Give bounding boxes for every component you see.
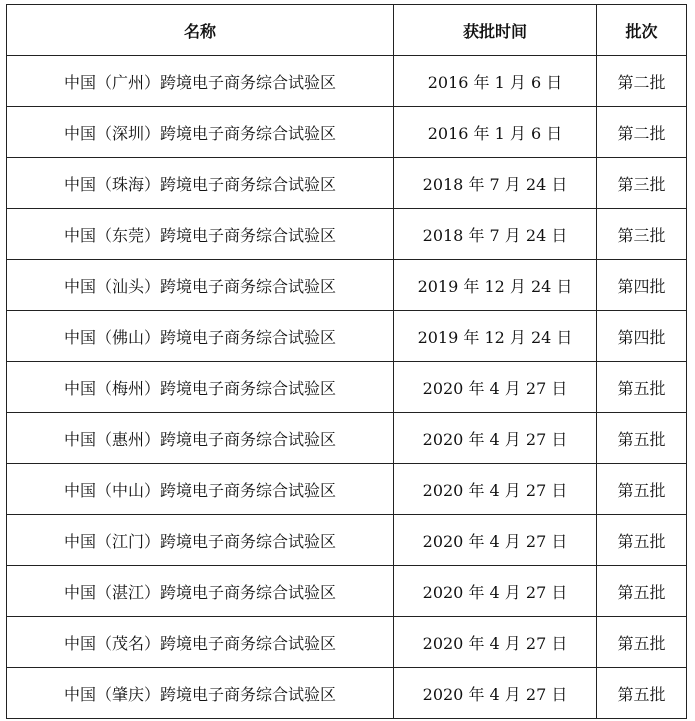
- table-row: [7, 158, 687, 209]
- table-row: [7, 566, 687, 617]
- table-row: [7, 107, 687, 158]
- approval-date-cell: 2020 年 4 月 27 日: [394, 362, 597, 413]
- zone-name-cell: 中国（珠海）跨境电子商务综合试验区: [7, 158, 394, 209]
- table-row: [7, 617, 687, 668]
- approval-date-cell: 2020 年 4 月 27 日: [394, 464, 597, 515]
- table-row: [7, 362, 687, 413]
- approval-date-cell: 2019 年 12 月 24 日: [394, 260, 597, 311]
- zone-name-cell: 中国（江门）跨境电子商务综合试验区: [7, 515, 394, 566]
- zone-name-cell: 中国（深圳）跨境电子商务综合试验区: [7, 107, 394, 158]
- zone-name-cell: 中国（中山）跨境电子商务综合试验区: [7, 464, 394, 515]
- zone-name-cell: 中国（湛江）跨境电子商务综合试验区: [7, 566, 394, 617]
- table-row: [7, 413, 687, 464]
- batch-cell: 第五批: [597, 515, 687, 566]
- table-header-row: [7, 5, 687, 56]
- zone-name-cell: 中国（梅州）跨境电子商务综合试验区: [7, 362, 394, 413]
- approval-date-cell: 2020 年 4 月 27 日: [394, 617, 597, 668]
- table-row: [7, 515, 687, 566]
- batch-cell: 第五批: [597, 413, 687, 464]
- batch-cell: 第二批: [597, 107, 687, 158]
- batch-cell: 第四批: [597, 311, 687, 362]
- zone-name-cell: 中国（东莞）跨境电子商务综合试验区: [7, 209, 394, 260]
- approval-date-cell: 2020 年 4 月 27 日: [394, 515, 597, 566]
- header-batch: 批次: [597, 5, 687, 56]
- approval-date-cell: 2020 年 4 月 27 日: [394, 566, 597, 617]
- approval-date-cell: 2018 年 7 月 24 日: [394, 209, 597, 260]
- batch-cell: 第五批: [597, 668, 687, 719]
- header-name: 名称: [7, 5, 394, 56]
- approval-date-cell: 2020 年 4 月 27 日: [394, 413, 597, 464]
- header-approval-date: 获批时间: [394, 5, 597, 56]
- table-row: [7, 464, 687, 515]
- approval-date-cell: 2016 年 1 月 6 日: [394, 107, 597, 158]
- batch-cell: 第二批: [597, 56, 687, 107]
- approval-date-cell: 2019 年 12 月 24 日: [394, 311, 597, 362]
- table-row: [7, 311, 687, 362]
- approval-date-cell: 2016 年 1 月 6 日: [394, 56, 597, 107]
- approval-date-cell: 2020 年 4 月 27 日: [394, 668, 597, 719]
- zone-name-cell: 中国（汕头）跨境电子商务综合试验区: [7, 260, 394, 311]
- batch-cell: 第五批: [597, 617, 687, 668]
- table-row: [7, 668, 687, 719]
- table-row: [7, 260, 687, 311]
- zone-name-cell: 中国（佛山）跨境电子商务综合试验区: [7, 311, 394, 362]
- zone-name-cell: 中国（肇庆）跨境电子商务综合试验区: [7, 668, 394, 719]
- batch-cell: 第三批: [597, 209, 687, 260]
- table-row: [7, 209, 687, 260]
- batch-cell: 第五批: [597, 566, 687, 617]
- pilot-zone-table: [6, 4, 687, 719]
- batch-cell: 第五批: [597, 362, 687, 413]
- batch-cell: 第三批: [597, 158, 687, 209]
- batch-cell: 第四批: [597, 260, 687, 311]
- zone-name-cell: 中国（广州）跨境电子商务综合试验区: [7, 56, 394, 107]
- batch-cell: 第五批: [597, 464, 687, 515]
- approval-date-cell: 2018 年 7 月 24 日: [394, 158, 597, 209]
- zone-name-cell: 中国（惠州）跨境电子商务综合试验区: [7, 413, 394, 464]
- table-row: [7, 56, 687, 107]
- zone-name-cell: 中国（茂名）跨境电子商务综合试验区: [7, 617, 394, 668]
